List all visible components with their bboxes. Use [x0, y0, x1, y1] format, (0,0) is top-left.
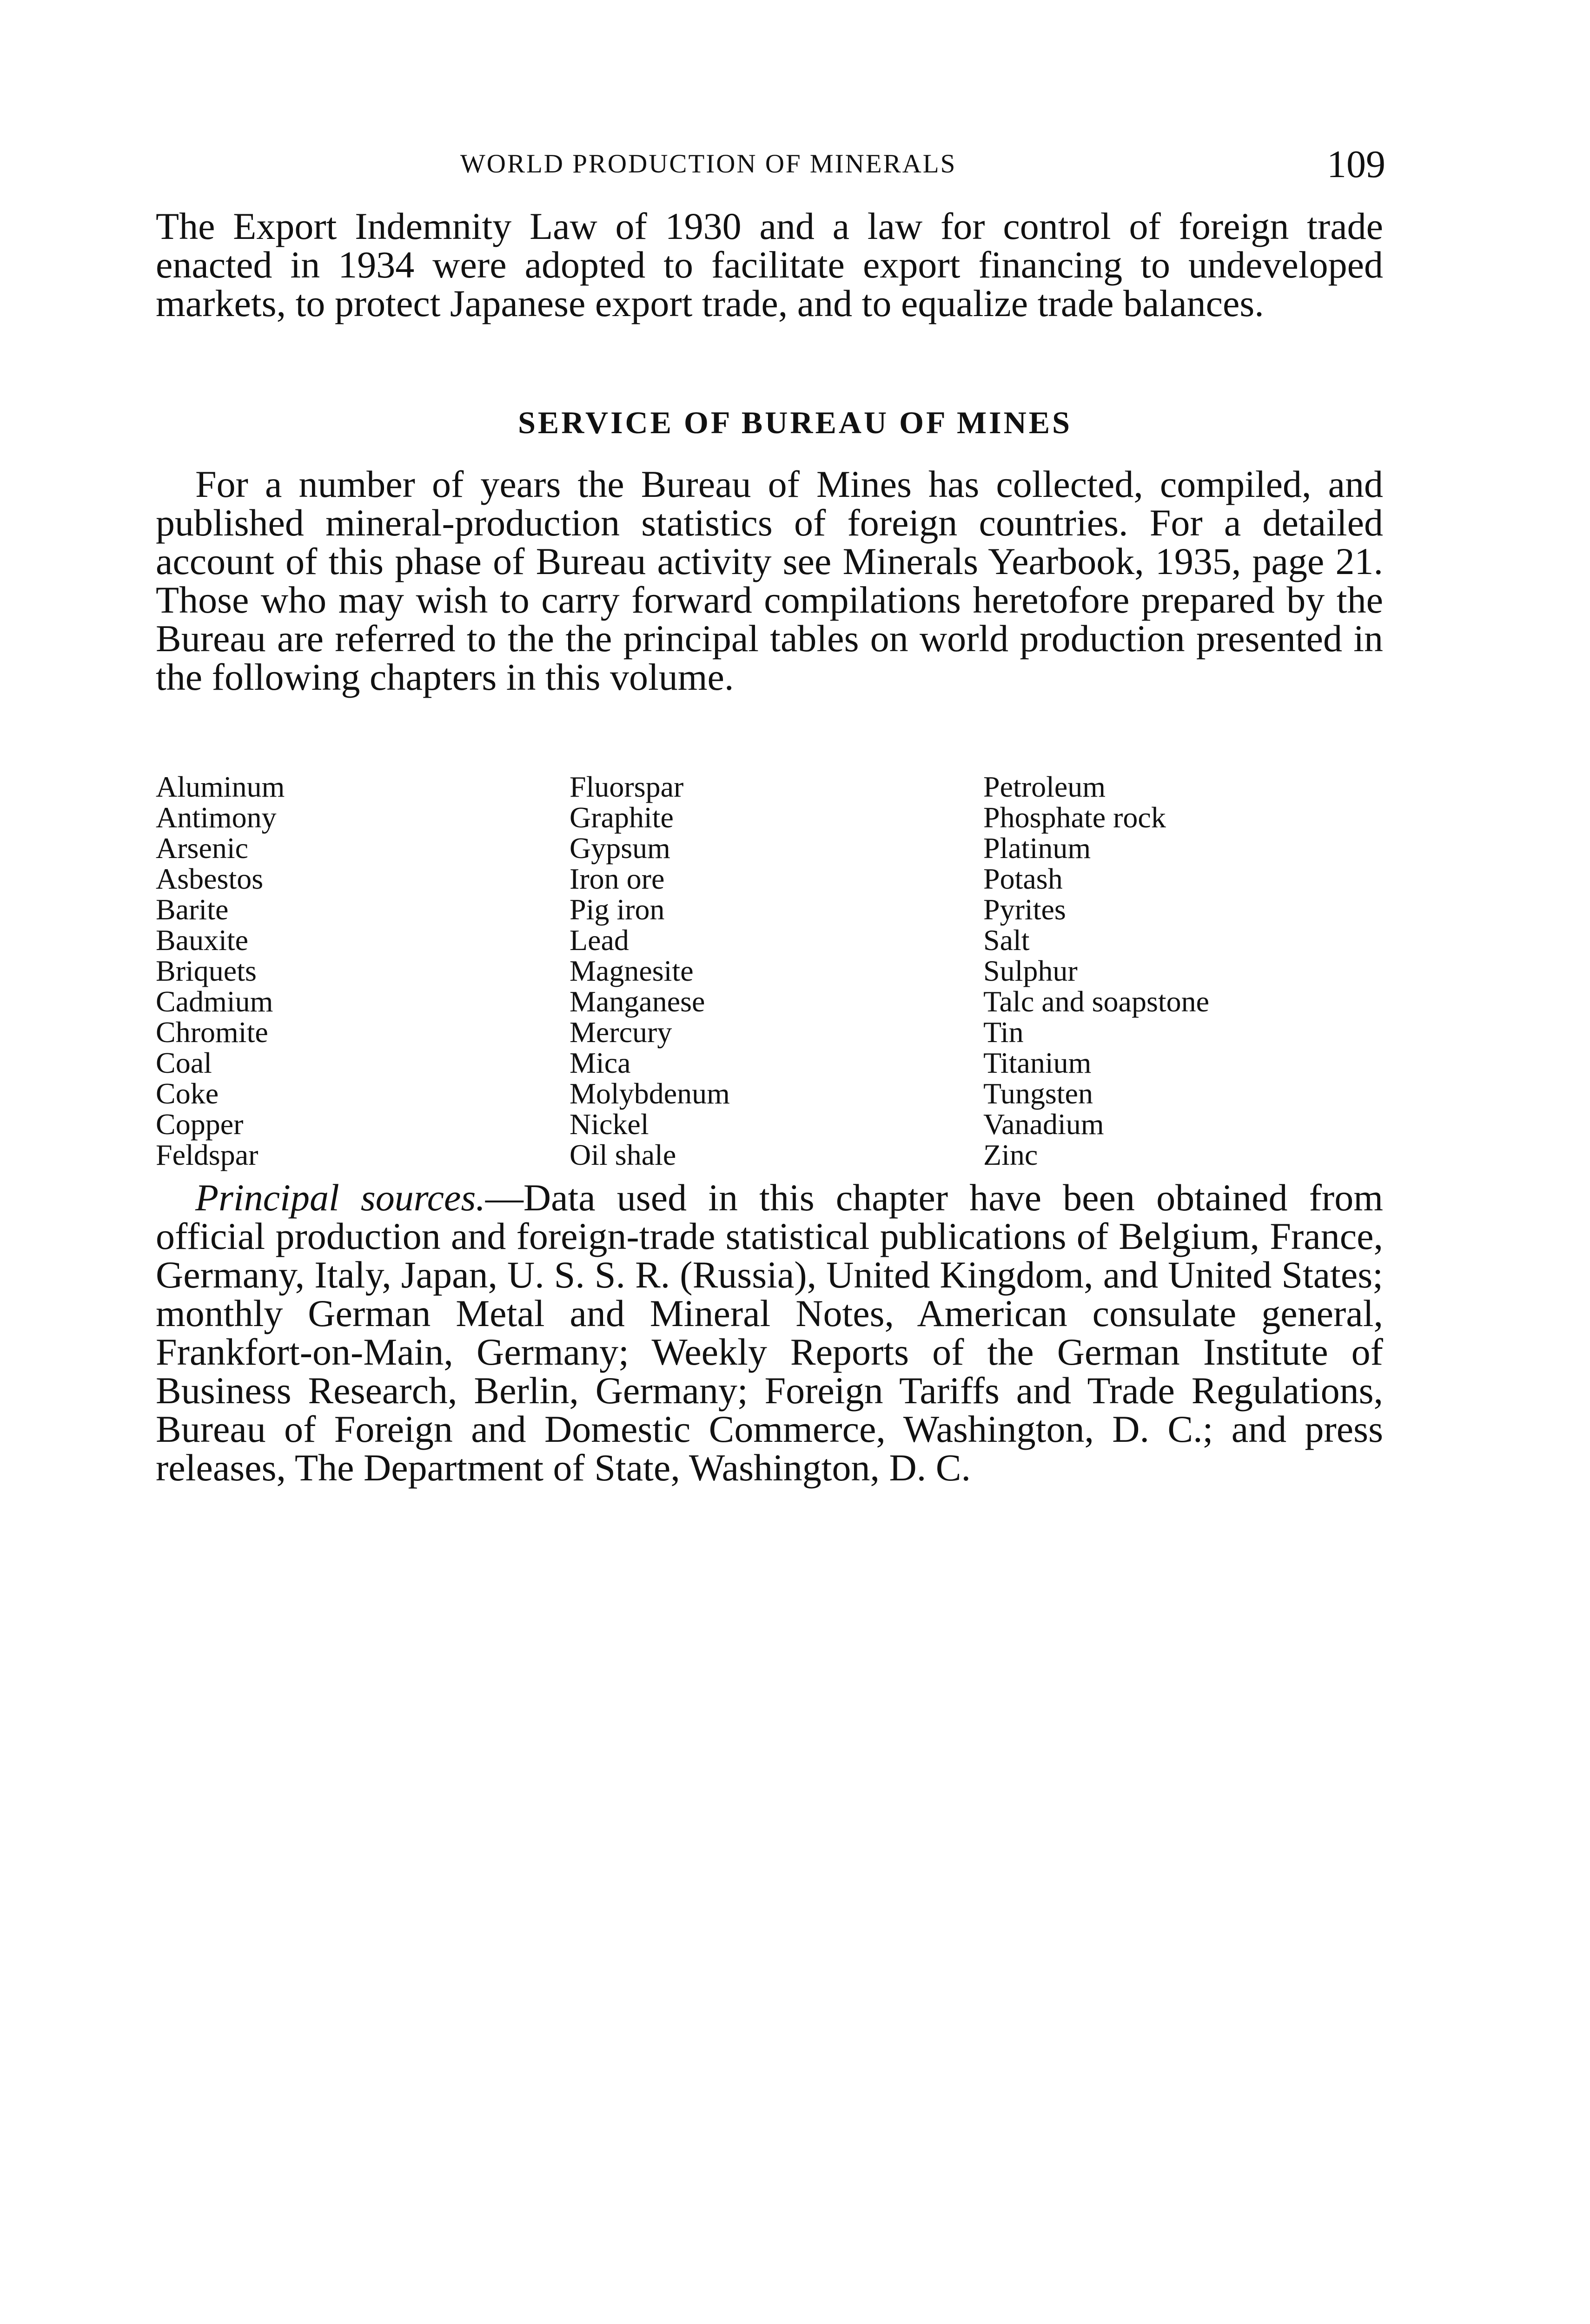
mineral-item: Manganese: [570, 985, 705, 1018]
mineral-item: Barite: [156, 893, 229, 926]
section-heading: SERVICE OF BUREAU OF MINES: [518, 405, 1072, 440]
paragraph-principal-sources: [156, 1178, 1383, 1487]
mineral-item: Iron ore: [570, 862, 665, 895]
mineral-item: Nickel: [570, 1108, 649, 1141]
minerals-column-3: [983, 772, 1209, 1170]
page-number: 109: [1327, 143, 1385, 186]
mineral-item: Lead: [570, 924, 629, 957]
principal-sources-lead: Principal sources.: [195, 1176, 485, 1219]
mineral-item: Bauxite: [156, 924, 249, 957]
mineral-item: Phosphate rock: [983, 801, 1166, 834]
principal-sources-text: —Data used in this chapter have been obtained from official production and foreign-trade statistical publications of Belgium, France, Germany, Italy, Japan, U. S. S. R. (Russia), United Kingdom, and United States; monthly German Metal and Mineral Notes, American consulate general, Frankfort-on-Main, Germany; Weekly Reports of the German Institute of Business Research, Berlin, Germany; Foreign Tariffs and Trade Regulations, Bureau of Foreign and Domestic Commerce, Washington, D. C.; and press releases, The Department of State, Washington, D. C.: [156, 1176, 1383, 1489]
mineral-item: Platinum: [983, 832, 1091, 865]
mineral-item: Zinc: [983, 1138, 1038, 1171]
minerals-column-1: [156, 772, 285, 1170]
mineral-item: Mercury: [570, 1016, 672, 1049]
mineral-item: Potash: [983, 862, 1063, 895]
mineral-item: Magnesite: [570, 954, 694, 987]
mineral-item: Pig iron: [570, 893, 665, 926]
mineral-item: Briquets: [156, 954, 257, 987]
mineral-item: Gypsum: [570, 832, 670, 865]
mineral-item: Copper: [156, 1108, 244, 1141]
mineral-item: Petroleum: [983, 770, 1106, 803]
mineral-item: Oil shale: [570, 1138, 676, 1171]
mineral-item: Feldspar: [156, 1138, 258, 1171]
mineral-item: Arsenic: [156, 832, 249, 865]
mineral-item: Vanadium: [983, 1108, 1104, 1141]
mineral-item: Coal: [156, 1046, 212, 1079]
mineral-item: Aluminum: [156, 770, 285, 803]
mineral-item: Fluorspar: [570, 770, 684, 803]
mineral-item: Graphite: [570, 801, 674, 834]
mineral-item: Talc and soapstone: [983, 985, 1210, 1018]
mineral-item: Cadmium: [156, 985, 273, 1018]
mineral-item: Chromite: [156, 1016, 268, 1049]
running-title: WORLD PRODUCTION OF MINERALS: [460, 149, 957, 178]
mineral-item: Antimony: [156, 801, 277, 834]
paragraph-export-indemnity: The Export Indemnity Law of 1930 and a law for control of foreign trade enacted in 1934 were adopted to facilitate export financing to undeveloped markets, to protect Japanese export trade, and to equalize trade balances.: [156, 205, 1383, 324]
mineral-item: Molybdenum: [570, 1077, 730, 1110]
mineral-item: Sulphur: [983, 954, 1078, 987]
minerals-list: [156, 772, 1392, 1171]
paragraph-bureau-service: For a number of years the Bureau of Mines has collected, compiled, and published mineral-production statistics of foreign countries. For a detailed account of this phase of Bureau activity see Minerals Yearbook, 1935, page 21. Those who may wish to carry forward compilations heretofore prepared by the Bureau are referred to the the principal tables on world production presented in the following chapters in this volume.: [156, 463, 1383, 698]
mineral-item: Tungsten: [983, 1077, 1093, 1110]
mineral-item: Tin: [983, 1016, 1024, 1049]
minerals-column-2: [570, 772, 730, 1170]
mineral-item: Mica: [570, 1046, 631, 1079]
mineral-item: Titanium: [983, 1046, 1092, 1079]
mineral-item: Asbestos: [156, 862, 264, 895]
mineral-item: Coke: [156, 1077, 219, 1110]
running-header: [153, 142, 1385, 193]
mineral-item: Pyrites: [983, 893, 1066, 926]
mineral-item: Salt: [983, 924, 1030, 957]
